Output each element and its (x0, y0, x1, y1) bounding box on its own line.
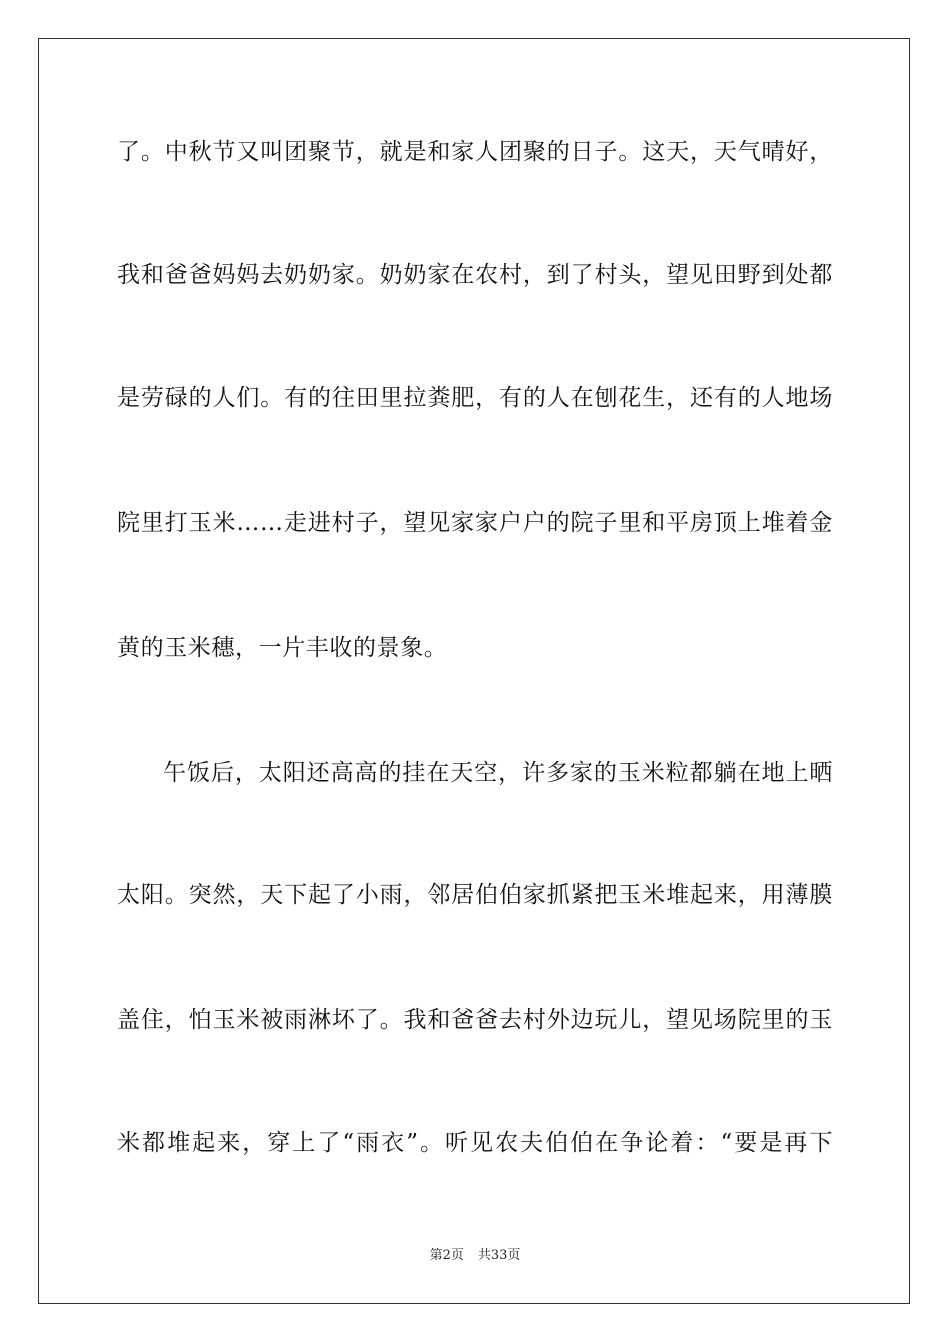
paragraph-line-5: 黄的玉米穗，一片丰收的景象。 (117, 635, 448, 661)
paragraph-line-1: 了。中秋节又叫团聚节，就是和家人团聚的日子。这天，天气晴好， (117, 139, 833, 165)
page-border (38, 38, 910, 1304)
paragraph-line-9: 米都堆起来，穿上了“雨衣”。听见农夫伯伯在争论着：“要是再下 (117, 1130, 833, 1156)
paragraph-line-8: 盖住，怕玉米被雨淋坏了。我和爸爸去村外边玩儿，望见场院里的玉 (117, 1007, 833, 1033)
paragraph-line-2: 我和爸爸妈妈去奶奶家。奶奶家在农村，到了村头，望见田野到处都 (117, 262, 833, 288)
page-number: 第2页 (429, 1248, 464, 1263)
paragraph-line-7: 太阳。突然，天下起了小雨，邻居伯伯家抓紧把玉米堆起来，用薄膜 (117, 882, 833, 908)
paragraph-line-3: 是劳碌的人们。有的往田里拉粪肥，有的人在刨花生，还有的人地场 (117, 385, 833, 411)
total-pages: 共33页 (477, 1248, 521, 1263)
paragraph-line-6: 午饭后，太阳还高高的挂在天空，许多家的玉米粒都躺在地上晒 (163, 760, 833, 786)
page-footer (0, 1247, 950, 1265)
paragraph-line-4: 院里打玉米……走进村子，望见家家户户的院子里和平房顶上堆着金 (117, 510, 833, 536)
